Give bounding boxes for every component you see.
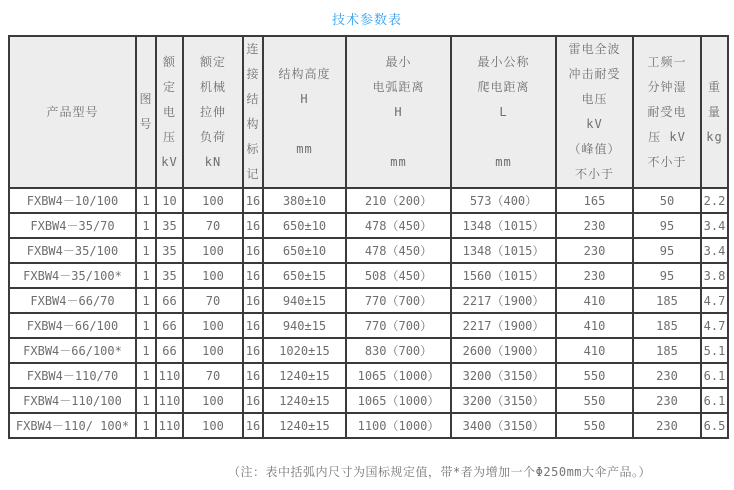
cell-rated-mechanical-load: 70 <box>183 213 243 238</box>
cell-figure-no: 1 <box>136 313 156 338</box>
cell-rated-mechanical-load: 100 <box>183 338 243 363</box>
cell-lightning-impulse-voltage: 550 <box>556 388 633 413</box>
cell-product-model: FXBW4－35/100* <box>9 263 136 288</box>
cell-min-arc-distance: 770（700） <box>346 313 451 338</box>
cell-rated-mechanical-load: 70 <box>183 288 243 313</box>
column-header-line: 压 <box>162 129 176 144</box>
cell-connection-structure-mark: 16 <box>243 363 263 388</box>
cell-connection-structure-mark: 16 <box>243 188 263 213</box>
cell-power-freq-wet-voltage: 95 <box>633 263 701 288</box>
column-header-line: kV <box>586 117 603 131</box>
table-note: （注：表中括弧内尺寸为国标规定值，带*者为增加一个Φ250mm大伞产品。） <box>227 465 652 479</box>
cell-min-creepage-distance: 2600（1900） <box>451 338 556 363</box>
cell-lightning-impulse-voltage: 165 <box>556 188 633 213</box>
table-row <box>9 238 728 263</box>
column-header-product-model <box>9 36 136 188</box>
column-header-line: 号 <box>139 117 153 131</box>
column-header-line: 连 <box>246 42 260 56</box>
table-body <box>9 188 728 438</box>
column-header-line: 标 <box>246 142 260 156</box>
table-row <box>9 363 728 388</box>
cell-structure-height: 940±15 <box>263 288 346 313</box>
cell-rated-voltage: 110 <box>156 413 183 438</box>
cell-weight: 3.4 <box>701 213 728 238</box>
cell-min-creepage-distance: 3200（3150） <box>451 388 556 413</box>
cell-structure-height: 650±10 <box>263 213 346 238</box>
cell-figure-no: 1 <box>136 238 156 263</box>
column-header-figure-no <box>136 36 156 188</box>
cell-rated-mechanical-load: 100 <box>183 413 243 438</box>
column-header-line: 额 <box>162 54 176 69</box>
page-title: 技术参数表 <box>331 13 402 28</box>
column-header-line: 量 <box>707 104 721 119</box>
cell-product-model: FXBW4－35/70 <box>9 213 136 238</box>
cell-power-freq-wet-voltage: 185 <box>633 288 701 313</box>
cell-connection-structure-mark: 16 <box>243 338 263 363</box>
cell-connection-structure-mark: 16 <box>243 263 263 288</box>
cell-rated-voltage: 66 <box>156 338 183 363</box>
cell-min-arc-distance: 508（450） <box>346 263 451 288</box>
cell-structure-height: 1240±15 <box>263 388 346 413</box>
cell-rated-voltage: 110 <box>156 363 183 388</box>
cell-structure-height: 380±10 <box>263 188 346 213</box>
column-header-line: 图 <box>139 92 153 106</box>
column-header-line: kN <box>204 154 222 169</box>
cell-connection-structure-mark: 16 <box>243 313 263 338</box>
cell-min-creepage-distance: 1560（1015） <box>451 263 556 288</box>
column-header-line: 构 <box>246 117 260 131</box>
cell-rated-voltage: 35 <box>156 238 183 263</box>
column-header-line: 最小 <box>385 54 412 69</box>
cell-weight: 3.8 <box>701 263 728 288</box>
column-header-line: 雷电全波 <box>568 42 621 56</box>
column-header-weight <box>701 36 728 188</box>
cell-rated-mechanical-load: 100 <box>183 238 243 263</box>
column-header-line: （峰值） <box>568 142 621 156</box>
cell-connection-structure-mark: 16 <box>243 288 263 313</box>
cell-weight: 5.1 <box>701 338 728 363</box>
column-header-line: 分钟湿 <box>647 79 687 94</box>
cell-lightning-impulse-voltage: 230 <box>556 238 633 263</box>
cell-power-freq-wet-voltage: 95 <box>633 213 701 238</box>
cell-rated-voltage: 66 <box>156 288 183 313</box>
column-header-line: 接 <box>246 67 260 81</box>
column-header-line <box>347 125 450 150</box>
column-header-line: 记 <box>246 167 260 181</box>
column-header-line: 冲击耐受 <box>568 67 621 81</box>
cell-min-creepage-distance: 1348（1015） <box>451 213 556 238</box>
cell-power-freq-wet-voltage: 185 <box>633 313 701 338</box>
cell-rated-mechanical-load: 100 <box>183 388 243 413</box>
cell-rated-voltage: 10 <box>156 188 183 213</box>
column-header-line: 电弧距离 <box>372 79 425 94</box>
cell-product-model: FXBW4－66/100* <box>9 338 136 363</box>
cell-rated-mechanical-load: 70 <box>183 363 243 388</box>
cell-power-freq-wet-voltage: 50 <box>633 188 701 213</box>
cell-structure-height: 1020±15 <box>263 338 346 363</box>
table-header-row <box>9 36 728 188</box>
cell-weight: 3.4 <box>701 238 728 263</box>
column-header-line: mm <box>495 154 512 169</box>
cell-figure-no: 1 <box>136 388 156 413</box>
column-header-line: 产品型号 <box>46 104 99 119</box>
table-row <box>9 313 728 338</box>
cell-rated-voltage: 66 <box>156 313 183 338</box>
column-header-line: kV <box>161 154 178 169</box>
column-header-line: 不小于 <box>647 154 687 169</box>
column-header-line: 耐受电 <box>647 104 687 119</box>
column-header-line: L <box>499 104 508 119</box>
column-header-line: 爬电距离 <box>477 79 530 94</box>
column-header-structure-height <box>263 36 346 188</box>
column-header-line: 工频一 <box>647 54 687 69</box>
cell-rated-mechanical-load: 100 <box>183 263 243 288</box>
cell-structure-height: 1240±15 <box>263 363 346 388</box>
cell-weight: 6.1 <box>701 363 728 388</box>
cell-product-model: FXBW4－110/100 <box>9 388 136 413</box>
cell-power-freq-wet-voltage: 230 <box>633 413 701 438</box>
column-header-line <box>264 112 345 137</box>
cell-figure-no: 1 <box>136 363 156 388</box>
cell-min-arc-distance: 478（450） <box>346 238 451 263</box>
cell-min-creepage-distance: 2217（1900） <box>451 313 556 338</box>
cell-figure-no: 1 <box>136 263 156 288</box>
cell-lightning-impulse-voltage: 410 <box>556 313 633 338</box>
cell-product-model: FXBW4－66/70 <box>9 288 136 313</box>
cell-product-model: FXBW4－110/ 100* <box>9 413 136 438</box>
column-header-line: mm <box>390 154 407 169</box>
table-row <box>9 263 728 288</box>
column-header-line: H <box>394 104 403 119</box>
column-header-line <box>452 125 555 150</box>
table-row <box>9 388 728 413</box>
cell-power-freq-wet-voltage: 230 <box>633 363 701 388</box>
column-header-rated-mechanical-load <box>183 36 243 188</box>
cell-figure-no: 1 <box>136 213 156 238</box>
column-header-line: 额定 <box>199 54 226 69</box>
cell-lightning-impulse-voltage: 230 <box>556 213 633 238</box>
cell-power-freq-wet-voltage: 95 <box>633 238 701 263</box>
table-row <box>9 188 728 213</box>
cell-min-arc-distance: 1065（1000） <box>346 363 451 388</box>
cell-min-creepage-distance: 2217（1900） <box>451 288 556 313</box>
cell-min-arc-distance: 1065（1000） <box>346 388 451 413</box>
column-header-power-freq-wet-voltage <box>633 36 701 188</box>
column-header-line: mm <box>296 142 313 156</box>
column-header-line: 最小公称 <box>477 54 530 69</box>
cell-min-arc-distance: 210（200） <box>346 188 451 213</box>
cell-rated-voltage: 110 <box>156 388 183 413</box>
cell-structure-height: 940±15 <box>263 313 346 338</box>
cell-min-arc-distance: 478（450） <box>346 213 451 238</box>
cell-product-model: FXBW4－10/100 <box>9 188 136 213</box>
cell-power-freq-wet-voltage: 185 <box>633 338 701 363</box>
column-header-min-creepage-distance <box>451 36 556 188</box>
cell-lightning-impulse-voltage: 550 <box>556 413 633 438</box>
cell-min-creepage-distance: 3200（3150） <box>451 363 556 388</box>
cell-structure-height: 1240±15 <box>263 413 346 438</box>
cell-rated-mechanical-load: 100 <box>183 313 243 338</box>
cell-connection-structure-mark: 16 <box>243 388 263 413</box>
cell-lightning-impulse-voltage: 550 <box>556 363 633 388</box>
cell-rated-mechanical-load: 100 <box>183 188 243 213</box>
table-row <box>9 213 728 238</box>
cell-weight: 6.5 <box>701 413 728 438</box>
column-header-line: 不小于 <box>574 167 614 181</box>
column-header-line: 电 <box>162 104 176 119</box>
cell-min-arc-distance: 1100（1000） <box>346 413 451 438</box>
table-row <box>9 413 728 438</box>
cell-product-model: FXBW4－66/100 <box>9 313 136 338</box>
cell-min-creepage-distance: 3400（3150） <box>451 413 556 438</box>
cell-structure-height: 650±15 <box>263 263 346 288</box>
cell-weight: 4.7 <box>701 313 728 338</box>
cell-min-arc-distance: 830（700） <box>346 338 451 363</box>
column-header-line: 结 <box>246 92 260 106</box>
cell-product-model: FXBW4－35/100 <box>9 238 136 263</box>
cell-figure-no: 1 <box>136 288 156 313</box>
cell-power-freq-wet-voltage: 230 <box>633 388 701 413</box>
cell-product-model: FXBW4－110/70 <box>9 363 136 388</box>
column-header-line: 机械 <box>199 79 226 94</box>
column-header-line: H <box>300 92 309 106</box>
cell-min-creepage-distance: 573（400） <box>451 188 556 213</box>
cell-structure-height: 650±10 <box>263 238 346 263</box>
column-header-min-arc-distance <box>346 36 451 188</box>
table-row <box>9 338 728 363</box>
table-row <box>9 288 728 313</box>
cell-weight: 6.1 <box>701 388 728 413</box>
cell-lightning-impulse-voltage: 410 <box>556 288 633 313</box>
cell-rated-voltage: 35 <box>156 263 183 288</box>
column-header-line: kg <box>706 129 723 144</box>
cell-min-arc-distance: 770（700） <box>346 288 451 313</box>
column-header-line: 压 kV <box>648 129 686 144</box>
cell-connection-structure-mark: 16 <box>243 213 263 238</box>
cell-weight: 2.2 <box>701 188 728 213</box>
column-header-rated-voltage <box>156 36 183 188</box>
column-header-line: 重 <box>707 79 721 94</box>
technical-parameters-table <box>8 35 729 439</box>
cell-lightning-impulse-voltage: 410 <box>556 338 633 363</box>
cell-connection-structure-mark: 16 <box>243 413 263 438</box>
cell-figure-no: 1 <box>136 188 156 213</box>
column-header-line: 拉伸 <box>199 104 226 119</box>
column-header-line: 结构高度 <box>278 67 331 81</box>
column-header-line: 定 <box>162 79 176 94</box>
cell-min-creepage-distance: 1348（1015） <box>451 238 556 263</box>
cell-figure-no: 1 <box>136 338 156 363</box>
cell-rated-voltage: 35 <box>156 213 183 238</box>
column-header-lightning-impulse-voltage <box>556 36 633 188</box>
cell-lightning-impulse-voltage: 230 <box>556 263 633 288</box>
cell-connection-structure-mark: 16 <box>243 238 263 263</box>
cell-weight: 4.7 <box>701 288 728 313</box>
cell-figure-no: 1 <box>136 413 156 438</box>
column-header-connection-structure-mark <box>243 36 263 188</box>
column-header-line: 电压 <box>581 92 608 106</box>
column-header-line: 负荷 <box>199 129 226 144</box>
